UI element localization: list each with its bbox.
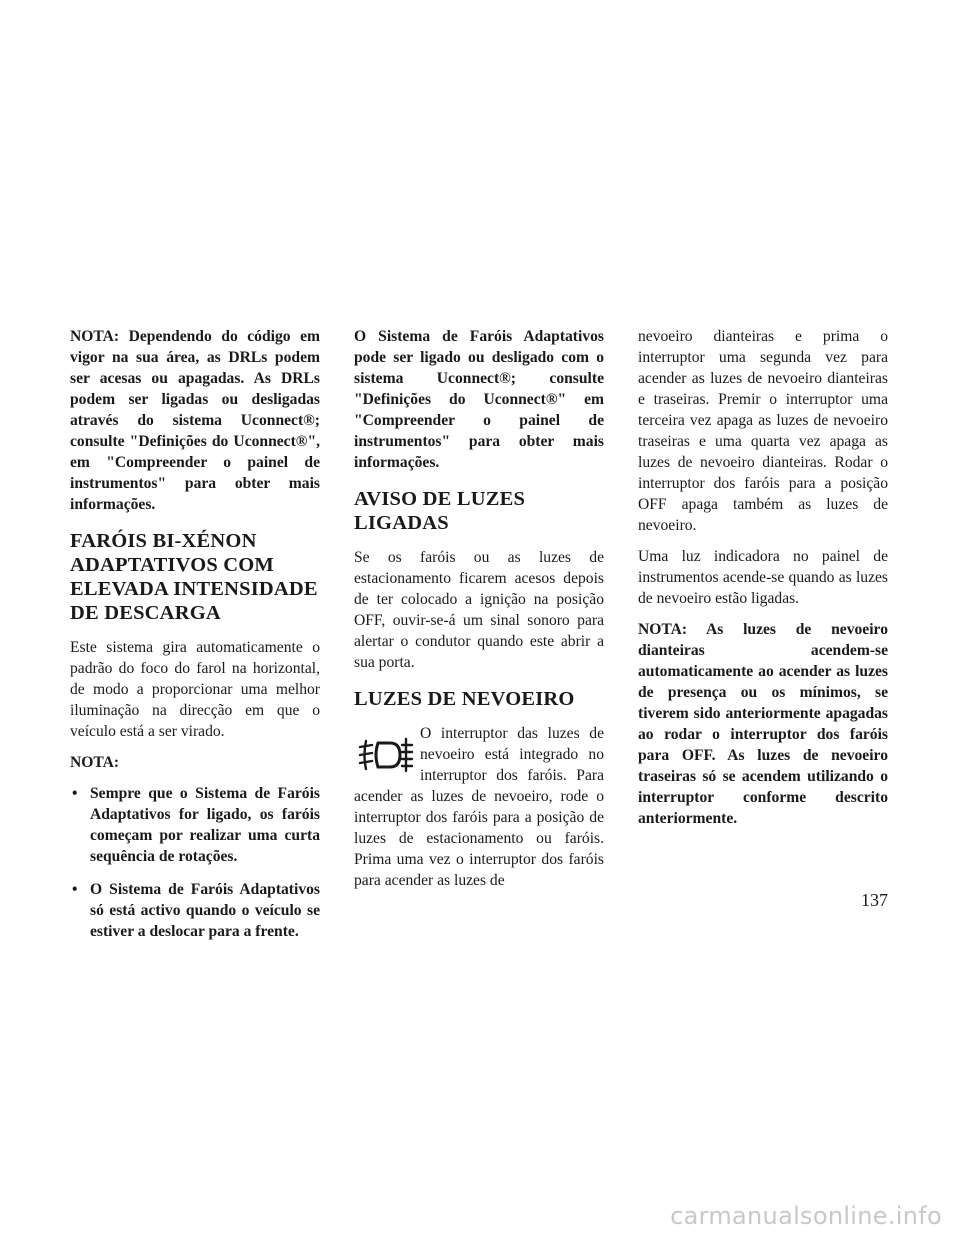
section-heading-adaptive-headlights: FARÓIS BI-XÉNON ADAPTATIVOS COM ELEVADA INTENSIDADE DE DESCARGA	[70, 530, 318, 624]
list-item: • O Sistema de Faróis Adaptativos só está activo quando o veículo se estiver a deslocar para a frente.	[70, 879, 320, 942]
column-right	[638, 326, 888, 839]
section-heading-lights-on-warning: AVISO DE LUZES LIGADAS	[354, 488, 526, 534]
watermark: carmanualsonline.info	[670, 1202, 942, 1230]
indicator-light-text: Uma luz indicadora no painel de instrumentos acende-se quando as luzes de nevoeiro estão ligadas.	[638, 548, 888, 607]
lights-on-warning-text: Se os faróis ou as luzes de estacionamento ficarem acesos depois de ter colocado a ignição na posição OFF, ouvir-se-á um sinal sonoro para alertar o condutor quando este abrir a sua porta.	[354, 549, 604, 671]
note-label: NOTA:	[70, 754, 120, 771]
fog-switch-instructions: nevoeiro dianteiras e prima o interruptor uma segunda vez para acender as luzes de nevoeiro dianteiras e traseiras. Premir o interruptor uma terceira vez apaga as luzes de nevoeiro traseiras e uma quarta vez apaga as luzes de nevoeiro dianteiras. Rodar o interruptor dos faróis para a posição OFF apaga também as luzes de nevoeiro.	[638, 328, 888, 534]
column-middle	[354, 326, 604, 901]
note-bullet-list	[70, 783, 320, 942]
page-number: 137	[861, 890, 888, 910]
fog-lights-text: O interruptor das luzes de nevoeiro está integrado no interruptor dos faróis. Para acender as luzes de nevoeiro, rode o interruptor dos faróis para a posição de luzes de estacionamento ou faróis. Prima uma vez o interruptor dos faróis para acender as luzes de	[354, 725, 604, 889]
fog-light-icon	[356, 731, 414, 783]
drl-note: NOTA: Dependendo do código em vigor na sua área, as DRLs podem ser acesas ou apagadas. As DRLs podem ser ligadas ou desligadas através do sistema Uconnect®; consulte "Definições do Uconnect®", em "Compreender o painel de instrumentos" para obter mais informações.	[70, 328, 320, 513]
fog-lights-block	[354, 723, 604, 901]
section-heading-fog-lights: LUZES DE NEVOEIRO	[354, 688, 575, 710]
adaptive-system-uconnect-note: O Sistema de Faróis Adaptativos pode ser ligado ou desligado com o sistema Uconnect®; consulte "Definições do Uconnect®" em "Compreender o painel de instrumentos" para obter mais informações.	[354, 328, 604, 471]
adaptive-headlights-description: Este sistema gira automaticamente o padrão do foco do farol na horizontal, de modo a proporcionar uma melhor iluminação na direcção em que o veículo está a ser virado.	[70, 639, 320, 740]
list-item: • Sempre que o Sistema de Faróis Adaptativos for ligado, os faróis começam por realizar uma curta sequência de rotações.	[70, 783, 320, 867]
column-left	[70, 326, 320, 954]
fog-lights-note: NOTA: As luzes de nevoeiro dianteiras acendem-se automaticamente ao acender as luzes de presença ou os mínimos, se tiverem sido anteriormente apagadas ao rodar o interruptor dos faróis para OFF. As luzes de nevoeiro traseiras só se acendem utilizando o interruptor conforme descrito anteriormente.	[638, 621, 888, 827]
